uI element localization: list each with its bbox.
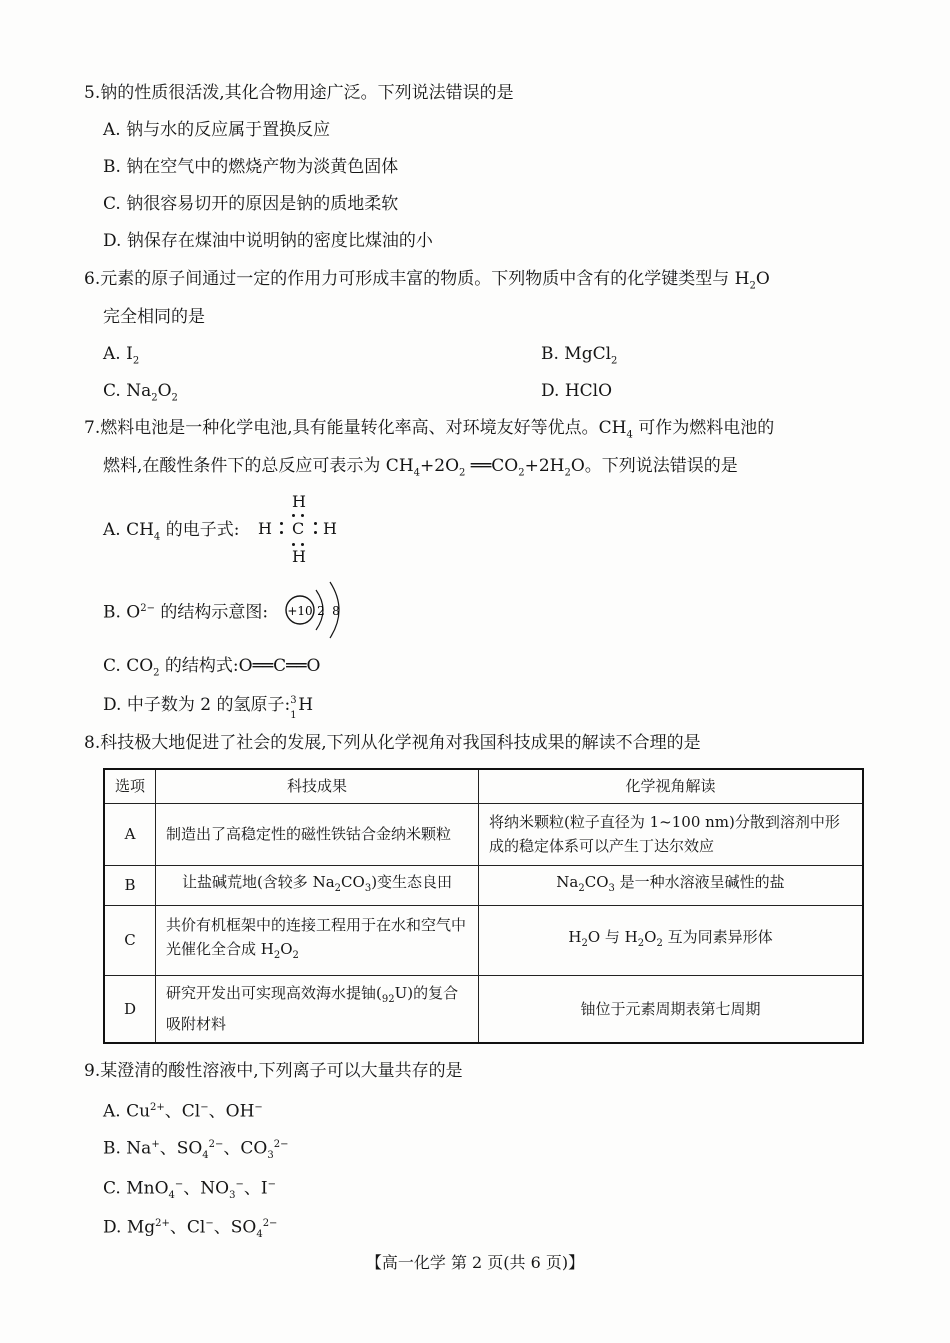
shell-1-electrons: 2 <box>317 604 325 618</box>
nucleus-charge: +10 <box>287 604 313 618</box>
ef-dot <box>301 543 304 546</box>
table-header-achievement: 科技成果 <box>156 769 479 803</box>
table-row <box>104 865 863 905</box>
ef-dot <box>314 522 317 525</box>
table-row <box>104 975 863 1043</box>
q9-stem: 9.某澄清的酸性溶液中,下列离子可以大量共存的是 <box>84 1061 463 1081</box>
q7-stem-line2: 燃料,在酸性条件下的总反应可表示为 $CH_4+2O_2$ $══CO_2+2H_2O$。下列说法错误的是 <box>103 456 738 479</box>
row-achievement: 共价有机框架中的连接工程用于在水和空气中光催化全合成 $H_2O_2$ <box>156 905 479 975</box>
q6-option-a: A. $I_2$ <box>103 344 140 367</box>
ef-h-bottom: H <box>292 547 306 566</box>
ef-dot <box>314 531 317 534</box>
table-header-option: 选项 <box>104 769 156 803</box>
row-option: A <box>104 803 156 865</box>
row-option: B <box>104 865 156 905</box>
q8-stem: 8.科技极大地促进了社会的发展,下列从化学视角对我国科技成果的解读不合理的是 <box>84 733 701 753</box>
q8-table <box>103 768 864 1044</box>
table-row <box>104 905 863 975</box>
table-row <box>104 803 863 865</box>
q6-stem-line2: 完全相同的是 <box>103 307 205 327</box>
ef-dot <box>292 514 295 517</box>
q6-stem: 6.元素的原子间通过一定的作用力可形成丰富的物质。下列物质中含有的化学键类型与 $H_2O$ <box>84 269 770 292</box>
q7-option-d: D. 中子数为 2 的氢原子: 3 1 H <box>103 694 313 716</box>
q6-option-d: D. HClO <box>541 381 613 401</box>
q6-option-b: B. MgCl$_2$ <box>541 344 618 367</box>
ef-dot <box>280 531 283 534</box>
q7-option-c: C. $CO_2$ 的结构式:O══C══O <box>103 656 321 679</box>
row-option: D <box>104 975 156 1043</box>
ef-dot <box>292 543 295 546</box>
row-achievement: 研究开发出可实现高效海水提铀$(_{92}U)$的复合吸附材料 <box>156 975 479 1043</box>
q9-option-b: B. Na+、$SO_4^{2-}$、$CO_3^{2-}$ <box>103 1138 289 1162</box>
row-interpretation: $H_2O$ 与 $H_2O_2$ 互为同素异形体 <box>479 905 864 975</box>
q6-option-c: C. $Na_2O_2$ <box>103 381 178 404</box>
ef-h-top: H <box>292 492 306 511</box>
isotope-notation <box>290 694 298 721</box>
ef-h-left: H <box>258 519 272 538</box>
table-header-interpretation: 化学视角解读 <box>479 769 864 803</box>
ef-dot <box>301 514 304 517</box>
q5-option-d: D. 钠保存在煤油中说明钠的密度比煤油的小 <box>103 231 433 251</box>
row-achievement: 让盐碱荒地(含较多 $Na_2CO_3$)变生态良田 <box>156 865 479 905</box>
q7-stem: 7.燃料电池是一种化学电池,具有能量转化率高、对环境友好等优点。$CH_4$ 可作为燃料电池的 <box>84 418 775 441</box>
row-achievement: 制造出了高稳定性的磁性铁钴合金纳米颗粒 <box>156 803 479 865</box>
mass-number: 3 <box>290 694 297 706</box>
q9-option-c: C. MnO$_4$−、$NO_3^-$、I− <box>103 1178 276 1202</box>
atomic-number: 1 <box>290 709 297 721</box>
q7-option-a: A. $CH_4$ 的电子式: <box>103 520 240 543</box>
q5-option-b: B. 钠在空气中的燃烧产物为淡黄色固体 <box>103 157 399 177</box>
o2-structure-diagram <box>280 580 360 640</box>
row-interpretation: $Na_2CO_3$ 是一种水溶液呈碱性的盐 <box>479 865 864 905</box>
q7-option-b: B. $O^{2-}$ 的结构示意图: <box>103 602 269 623</box>
shell-2-electrons: 8 <box>332 604 340 618</box>
q9-option-d: D. $Mg^{2+}$、Cl−、$SO_4^{2-}$ <box>103 1217 278 1241</box>
q5-option-a: A. 钠与水的反应属于置换反应 <box>103 120 331 140</box>
ef-h-right: H <box>323 519 337 538</box>
row-option: C <box>104 905 156 975</box>
row-interpretation: 铀位于元素周期表第七周期 <box>479 975 864 1043</box>
row-interpretation: 将纳米颗粒(粒子直径为 1~100 nm)分散到溶剂中形成的稳定体系可以产生丁达尔效应 <box>479 803 864 865</box>
ef-dot <box>280 522 283 525</box>
page-footer: 【高一化学 第 2 页(共 6 页)】 <box>365 1253 585 1272</box>
ef-c: C <box>292 519 305 538</box>
q9-option-a: A. $Cu^{2+}$、Cl−、OH− <box>103 1101 263 1122</box>
q5-stem: 5.钠的性质很活泼,其化合物用途广泛。下列说法错误的是 <box>84 83 514 103</box>
q5-option-c: C. 钠很容易切开的原因是钠的质地柔软 <box>103 194 399 214</box>
